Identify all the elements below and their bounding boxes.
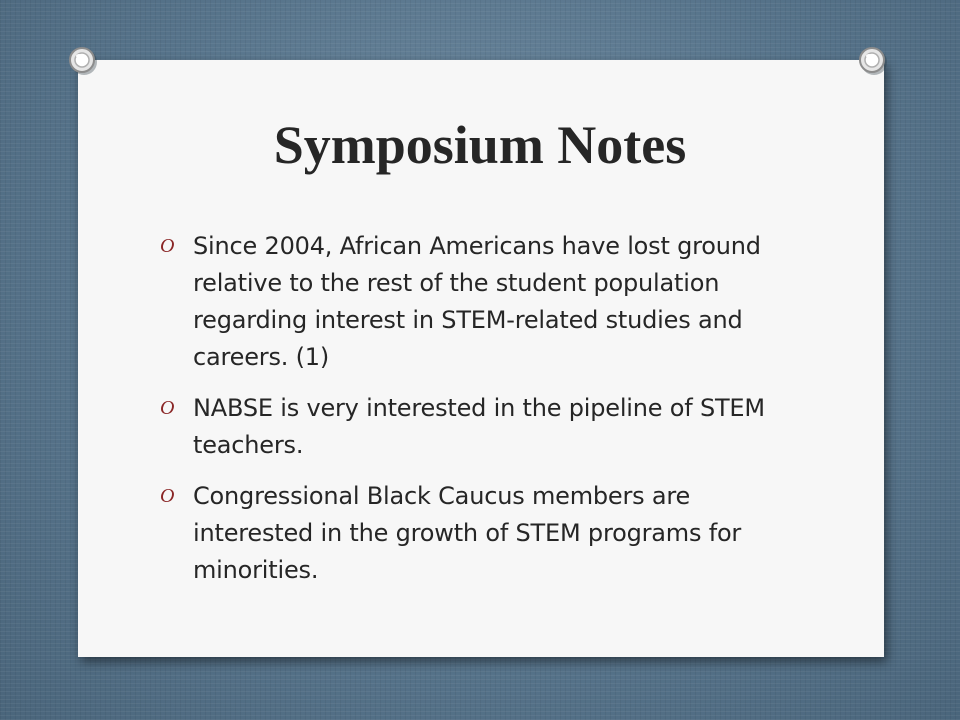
bullet-item (160, 390, 800, 464)
bullet-text: NABSE is very interested in the pipeline of STEM teachers. (193, 394, 765, 459)
pushpin-icon (66, 44, 100, 78)
bullet-list (160, 228, 800, 603)
bullet-text: Since 2004, African Americans have lost ground relative to the rest of the student population regarding interest in STEM-related studies and careers. (1) (193, 232, 761, 371)
pushpin-icon (856, 44, 890, 78)
bullet-item (160, 478, 800, 589)
slide-title: Symposium Notes (273, 115, 687, 175)
bullet-marker: O (160, 485, 175, 507)
bullet-item (160, 228, 800, 376)
bullet-text: Congressional Black Caucus members are interested in the growth of STEM programs for minorities. (193, 482, 742, 584)
bullet-marker: O (160, 235, 175, 257)
bullet-marker: O (160, 397, 175, 419)
